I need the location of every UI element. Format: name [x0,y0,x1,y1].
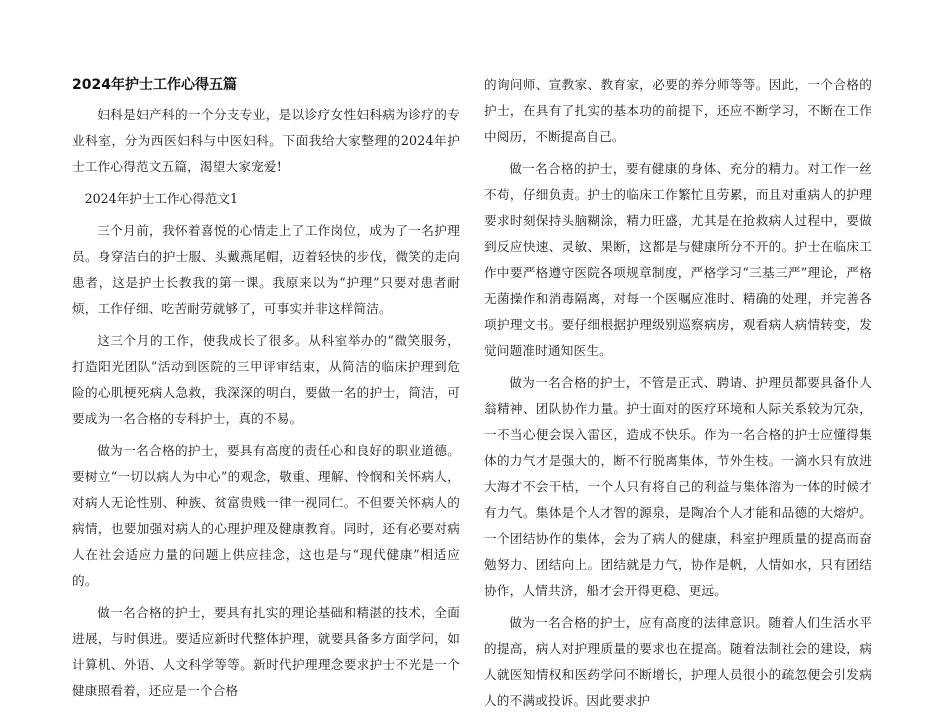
intro-paragraph: 妇科是妇产科的一个分支专业，是以诊疗女性妇科病为诊疗的专业科室，分为西医妇科与中医妇科。下面我给大家整理的2024年护士工作心得范文五篇，渴望大家宠爱! [72,107,460,174]
paragraph: 这三个月的工作，使我成长了很多。从科室举办的“微笑服务，打造阳光团队”活动到医院的三甲评审结束，从简洁的临床护理到危险的心肌梗死病人急救，我深深的明白，要做一名的护士，简洁，可要成为一名合格的专科护士，真的不易。 [72,333,460,426]
paragraph: 做为一名合格的护士，要具有高度的责任心和良好的职业道德。要树立“一切以病人为中心”的观念，敬重、理解、怜悯和关怀病人，对病人无论性别、种族、贫富贵贱一律一视同仁。不但要关怀病人的病情，也要加强对病人的心理护理及健康教育。同时，还有必要对病人在社会适应力量的问题上供应挂念，这也是与“现代健康”相适应的。 [72,443,460,588]
paragraph: 做一名合格的护士，要具有扎实的理论基础和精湛的技术，全面进展，与时俱进。要适应新时代整体护理，就要具备多方面学问，如计算机、外语、人文科学等等。新时代护理理念要求护士不光是一个健康照看着，还应是一个合格 [72,605,460,698]
document-title: 2024年护士工作心得五篇 [72,77,237,93]
right-column [484,72,872,720]
paragraph: 做一名合格的护士，要有健康的身体、充分的精力。对工作一丝不苟，仔细负责。护士的临床工作繁忙且劳累，而且对重病人的护理要求时刻保持头脑糊涂，精力旺盛，尤其是在抢救病人过程中，要做到反应快速、灵敏、果断，这都是与健康所分不开的。护士在临床工作中要严格遵守医院各项规章制度，严格学习“三基三严”理论，严格无菌操作和消毒隔离，对每一个医嘱应准时、精确的处理，并完善各项护理文书。要仔细根据护理级别巡察病房，观看病人病情转变，发觉问题准时通知医生。 [484,161,872,358]
paragraph: 做为一名合格的护士，不管是正式、聘请、护理员都要具备仆人翁精神、团队协作力量。护士面对的医疗环境和人际关系较为冗杂，一不当心便会误入雷区，造成不快乐。作为一名合格的护士应懂得集体的力气才是强大的，断不行脱离集体，节外生枝。一滴水只有放进大海才不会干枯，一个人只有将自己的利益与集体溶为一体的时候才有力气。集体是个人才智的源泉，是陶冶个人才能和品德的大熔炉。一个团结协作的集体，会为了病人的健康，科室护理质量的提高而奋勉努力、团结向上。团结就是力气，协作是帆，人情如水，只有团结协作，人情共济，船才会开得更稳、更远。 [484,375,872,598]
paragraph-continued: 的询问师、宣教家、教育家，必要的养分师等等。因此，一个合格的护士，在具有了扎实的基本功的前提下，还应不断学习，不断在工作中阅历，不断提高自己。 [484,77,872,144]
section-heading: 2024年护士工作心得范文1 [84,191,239,206]
paragraph: 做为一名合格的护士，应有高度的法律意识。随着人们生活水平的提高，病人对护理质量的要求也在提高。随着法制社会的建设，病人就医知情权和医药学问不断增长，护理人员很小的疏忽便会引发病人的不满或投诉。因此要求护 [484,615,872,708]
paragraph: 三个月前，我怀着喜悦的心情走上了工作岗位，成为了一名护理员。身穿洁白的护士服、头戴燕尾帽，迈着轻快的步伐，微笑的走向患者，这是护士长教我的第一课。我原来以为“护理”只要对患者耐烦，工作仔细、吃苦耐劳就够了，可事实并非这样简洁。 [72,223,460,316]
left-column [72,72,460,710]
